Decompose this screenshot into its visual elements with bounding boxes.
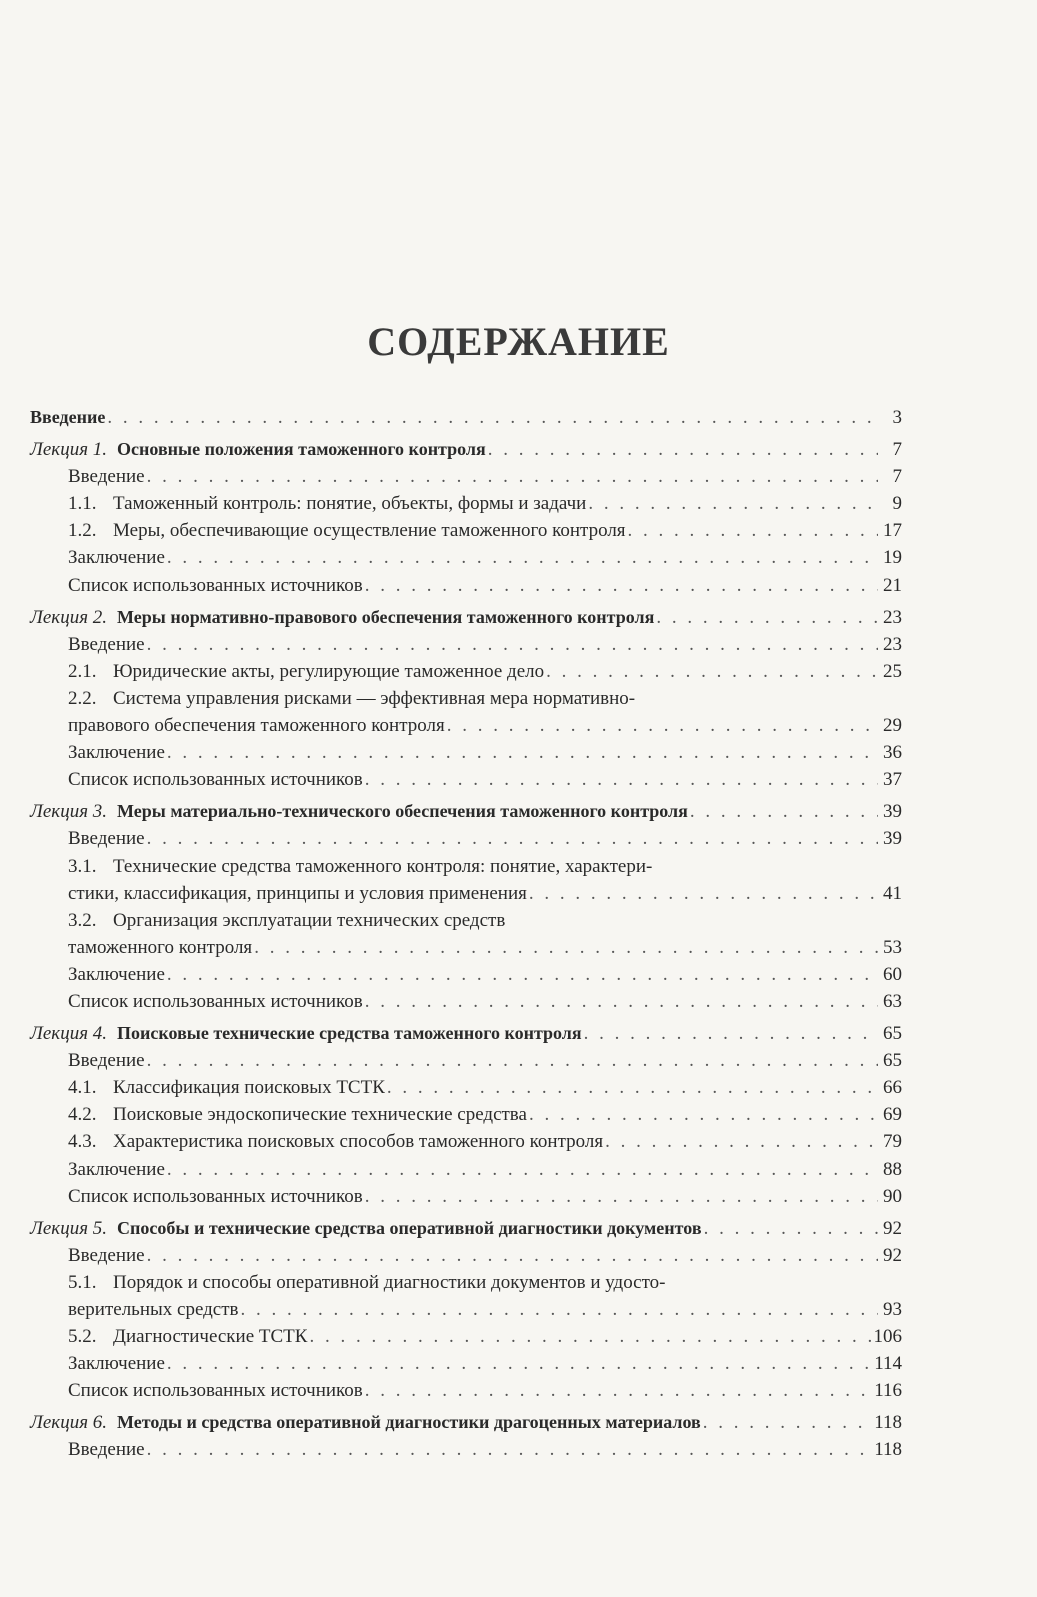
section-number: 2.2. (68, 687, 97, 709)
toc-entry-subitem[interactable] (30, 1156, 902, 1183)
toc-entry-section[interactable] (30, 1074, 902, 1101)
toc-entry-subitem[interactable] (30, 1047, 902, 1074)
toc-page-number: 19 (883, 547, 902, 569)
section-title: Организация эксплуатации технических средств (113, 909, 506, 931)
toc-page-number: 92 (883, 1217, 902, 1239)
section-title: Введение (68, 1439, 145, 1461)
leader-dots (605, 1128, 878, 1155)
section-title: Список использованных источников (68, 769, 363, 791)
leader-dots (147, 1047, 878, 1074)
section-title: Таможенный контроль: понятие, объекты, формы и задачи (113, 493, 587, 515)
lecture-prefix: Лекция 5. (30, 1217, 108, 1239)
lecture-title: Основные положения таможенного контроля (117, 439, 486, 460)
lecture-heading (30, 436, 486, 463)
toc-page-number: 36 (883, 742, 902, 764)
toc-page-number: 92 (883, 1244, 902, 1266)
section-title: Введение (68, 828, 145, 850)
section-title: Меры, обеспечивающие осуществление таможенного контроля (113, 520, 626, 542)
table-of-contents (30, 404, 902, 1464)
toc-entry-subitem[interactable] (30, 961, 902, 988)
section-title: Введение (68, 1050, 145, 1072)
lecture-heading (30, 1020, 582, 1047)
section-title-continuation: верительных средств (68, 1299, 239, 1320)
toc-entry-subitem[interactable] (30, 739, 902, 766)
leader-dots (365, 1183, 878, 1210)
toc-entry-subitem[interactable] (30, 1183, 902, 1210)
page-title: СОДЕРЖАНИЕ (367, 319, 670, 364)
leader-dots (704, 1215, 878, 1242)
section-title: Введение (68, 633, 145, 655)
section-title: Введение (68, 1244, 145, 1266)
toc-entry-subitem[interactable] (30, 825, 902, 852)
lecture-prefix: Лекция 3. (30, 801, 108, 823)
section-title: Классификация поисковых ТСТК (113, 1077, 385, 1099)
section-title: Список использованных источников (68, 574, 363, 596)
lecture-prefix: Лекция 6. (30, 1412, 108, 1434)
toc-entry-subitem[interactable] (30, 544, 902, 571)
toc-entry-subitem[interactable] (30, 988, 902, 1015)
section-title: Диагностические ТСТК (113, 1326, 308, 1348)
toc-page-number: 9 (892, 493, 902, 515)
section-title: Система управления рисками — эффективная мера нормативно- (113, 687, 636, 709)
leader-dots (167, 1350, 872, 1377)
section-number: 4.1. (68, 1077, 97, 1099)
leader-dots (147, 463, 878, 490)
toc-page-number: 37 (883, 769, 902, 791)
toc-entry-lecture[interactable] (30, 1409, 902, 1436)
leader-dots (147, 631, 878, 658)
section-title: Заключение (68, 1158, 165, 1180)
lecture-prefix: Лекция 4. (30, 1023, 108, 1045)
toc-page-number: 90 (883, 1185, 902, 1207)
section-number: 5.2. (68, 1326, 97, 1348)
toc-entry-subitem[interactable] (30, 1242, 902, 1269)
toc-page-number: 41 (883, 882, 902, 904)
toc-entry-section[interactable] (30, 685, 902, 712)
toc-page-number: 69 (883, 1104, 902, 1126)
toc-page-number: 3 (892, 407, 902, 428)
toc-page-number: 66 (883, 1077, 902, 1099)
toc-page-number: 114 (874, 1353, 902, 1375)
section-title: Заключение (68, 742, 165, 764)
lecture-heading (30, 798, 688, 825)
section-title: Характеристика поисковых способов таможенного контроля (113, 1131, 604, 1153)
toc-page-number: 79 (883, 1131, 902, 1153)
toc-page-number: 60 (883, 963, 902, 985)
leader-dots (529, 1101, 878, 1128)
toc-entry-section[interactable] (30, 907, 902, 934)
toc-page-number: 39 (883, 828, 902, 850)
toc-page-number: 63 (883, 990, 902, 1012)
section-number: 4.2. (68, 1104, 97, 1126)
toc-entry-subitem[interactable] (30, 1350, 902, 1377)
section-title: Порядок и способы оперативной диагностики документов и удосто- (113, 1271, 666, 1293)
leader-dots (703, 1409, 872, 1436)
section-number: 4.3. (68, 1131, 97, 1153)
section-number: 3.2. (68, 909, 97, 931)
lecture-title: Методы и средства оперативной диагностики драгоценных материалов (117, 1412, 701, 1433)
toc-page-number: 21 (883, 574, 902, 596)
leader-dots (584, 1020, 878, 1047)
leader-dots (365, 572, 878, 599)
section-number: 1.2. (68, 520, 97, 542)
section-title: Список использованных источников (68, 990, 363, 1012)
section-title: Поисковые эндоскопические технические средства (113, 1104, 527, 1126)
section-title: Заключение (68, 1353, 165, 1375)
lecture-heading (30, 1409, 701, 1436)
toc-entry-section[interactable] (30, 658, 902, 685)
leader-dots (241, 1296, 878, 1323)
lecture-prefix: Лекция 1. (30, 439, 108, 461)
leader-dots (167, 544, 878, 571)
leader-dots (546, 658, 878, 685)
toc-page-number: 17 (883, 520, 902, 542)
toc-entry-subitem[interactable] (30, 463, 902, 490)
toc-page-number: 118 (874, 1439, 902, 1461)
toc-entry-subitem[interactable] (30, 1436, 902, 1463)
leader-dots (529, 880, 878, 907)
toc-entry-section[interactable] (30, 1323, 902, 1350)
toc-entry-subitem[interactable] (30, 1377, 902, 1404)
toc-page-number: 29 (883, 715, 902, 737)
toc-page-number: 106 (873, 1326, 902, 1348)
leader-dots (488, 436, 878, 463)
section-title-continuation: таможенного контроля (68, 936, 253, 958)
toc-page-number: 65 (883, 1050, 902, 1072)
leader-dots (588, 490, 878, 517)
lecture-title: Меры нормативно-правового обеспечения таможенного контроля (117, 606, 655, 627)
toc-page-number: 23 (883, 606, 902, 628)
toc-entry-intro[interactable] (30, 404, 902, 431)
leader-dots (387, 1074, 878, 1101)
leader-dots (107, 404, 878, 431)
section-number: 3.1. (68, 855, 97, 877)
toc-page-number: 39 (883, 801, 902, 823)
leader-dots (656, 604, 878, 631)
toc-page-number: 7 (892, 466, 902, 488)
section-title: Список использованных источников (68, 1185, 363, 1207)
leader-dots (447, 712, 878, 739)
lecture-title: Способы и технические средства оперативной диагностики документов (117, 1217, 702, 1238)
toc-entry-subitem[interactable] (30, 572, 902, 599)
section-number: 2.1. (68, 660, 97, 682)
section-title: Введение (68, 466, 145, 488)
toc-page-number: 116 (874, 1380, 902, 1402)
leader-dots (309, 1323, 871, 1350)
lecture-heading (30, 1215, 702, 1242)
lecture-prefix: Лекция 2. (30, 606, 108, 628)
toc-entry-lecture[interactable] (30, 436, 902, 463)
toc-page-number: 25 (883, 660, 902, 682)
toc-page-number: 7 (892, 439, 902, 461)
toc-entry-section-continuation[interactable] (30, 934, 902, 961)
toc-page-number: 118 (874, 1412, 902, 1434)
toc-entry-lecture[interactable] (30, 1215, 902, 1242)
toc-entry-section-continuation[interactable] (30, 880, 902, 907)
section-title: Заключение (68, 963, 165, 985)
section-title: Технические средства таможенного контроля: понятие, характери- (113, 855, 653, 877)
toc-page-number: 93 (883, 1299, 902, 1320)
leader-dots (254, 934, 878, 961)
lecture-title: Меры материально-технического обеспечения таможенного контроля (117, 801, 688, 822)
lecture-title: Поисковые технические средства таможенного контроля (117, 1023, 582, 1044)
toc-page-number: 53 (883, 936, 902, 958)
toc-entry-section[interactable] (30, 1101, 902, 1128)
leader-dots (147, 1436, 873, 1463)
section-number: 5.1. (68, 1271, 97, 1293)
leader-dots (690, 798, 878, 825)
toc-entry-lecture[interactable] (30, 604, 902, 631)
toc-entry-section[interactable] (30, 1128, 902, 1155)
leader-dots (167, 961, 878, 988)
section-title: Список использованных источников (68, 1380, 363, 1402)
toc-entry-section[interactable] (30, 1269, 902, 1296)
section-number: 1.1. (68, 493, 97, 515)
section-title: Заключение (68, 547, 165, 569)
toc-entry-lecture[interactable] (30, 798, 902, 825)
toc-entry-lecture[interactable] (30, 1020, 902, 1047)
toc-page-number: 23 (883, 633, 902, 655)
toc-page-number: 65 (883, 1023, 902, 1045)
lecture-heading (30, 604, 654, 631)
leader-dots (167, 1156, 878, 1183)
toc-entry-section[interactable] (30, 490, 902, 517)
leader-dots (365, 766, 878, 793)
leader-dots (628, 517, 878, 544)
toc-entry-section[interactable] (30, 517, 902, 544)
toc-entry-section[interactable] (30, 853, 902, 880)
toc-entry-section-continuation[interactable] (30, 1296, 902, 1323)
section-title-continuation: стики, классификация, принципы и условия применения (68, 882, 527, 904)
leader-dots (147, 1242, 878, 1269)
toc-entry-subitem[interactable] (30, 766, 902, 793)
leader-dots (147, 825, 878, 852)
leader-dots (365, 988, 878, 1015)
toc-entry-label: Введение (30, 407, 106, 427)
leader-dots (365, 1377, 872, 1404)
toc-page-number: 88 (883, 1158, 902, 1180)
section-title: Юридические акты, регулирующие таможенное дело (113, 660, 545, 682)
toc-entry-subitem[interactable] (30, 631, 902, 658)
leader-dots (167, 739, 878, 766)
toc-entry-section-continuation[interactable] (30, 712, 902, 739)
section-title-continuation: правового обеспечения таможенного контроля (68, 715, 445, 737)
